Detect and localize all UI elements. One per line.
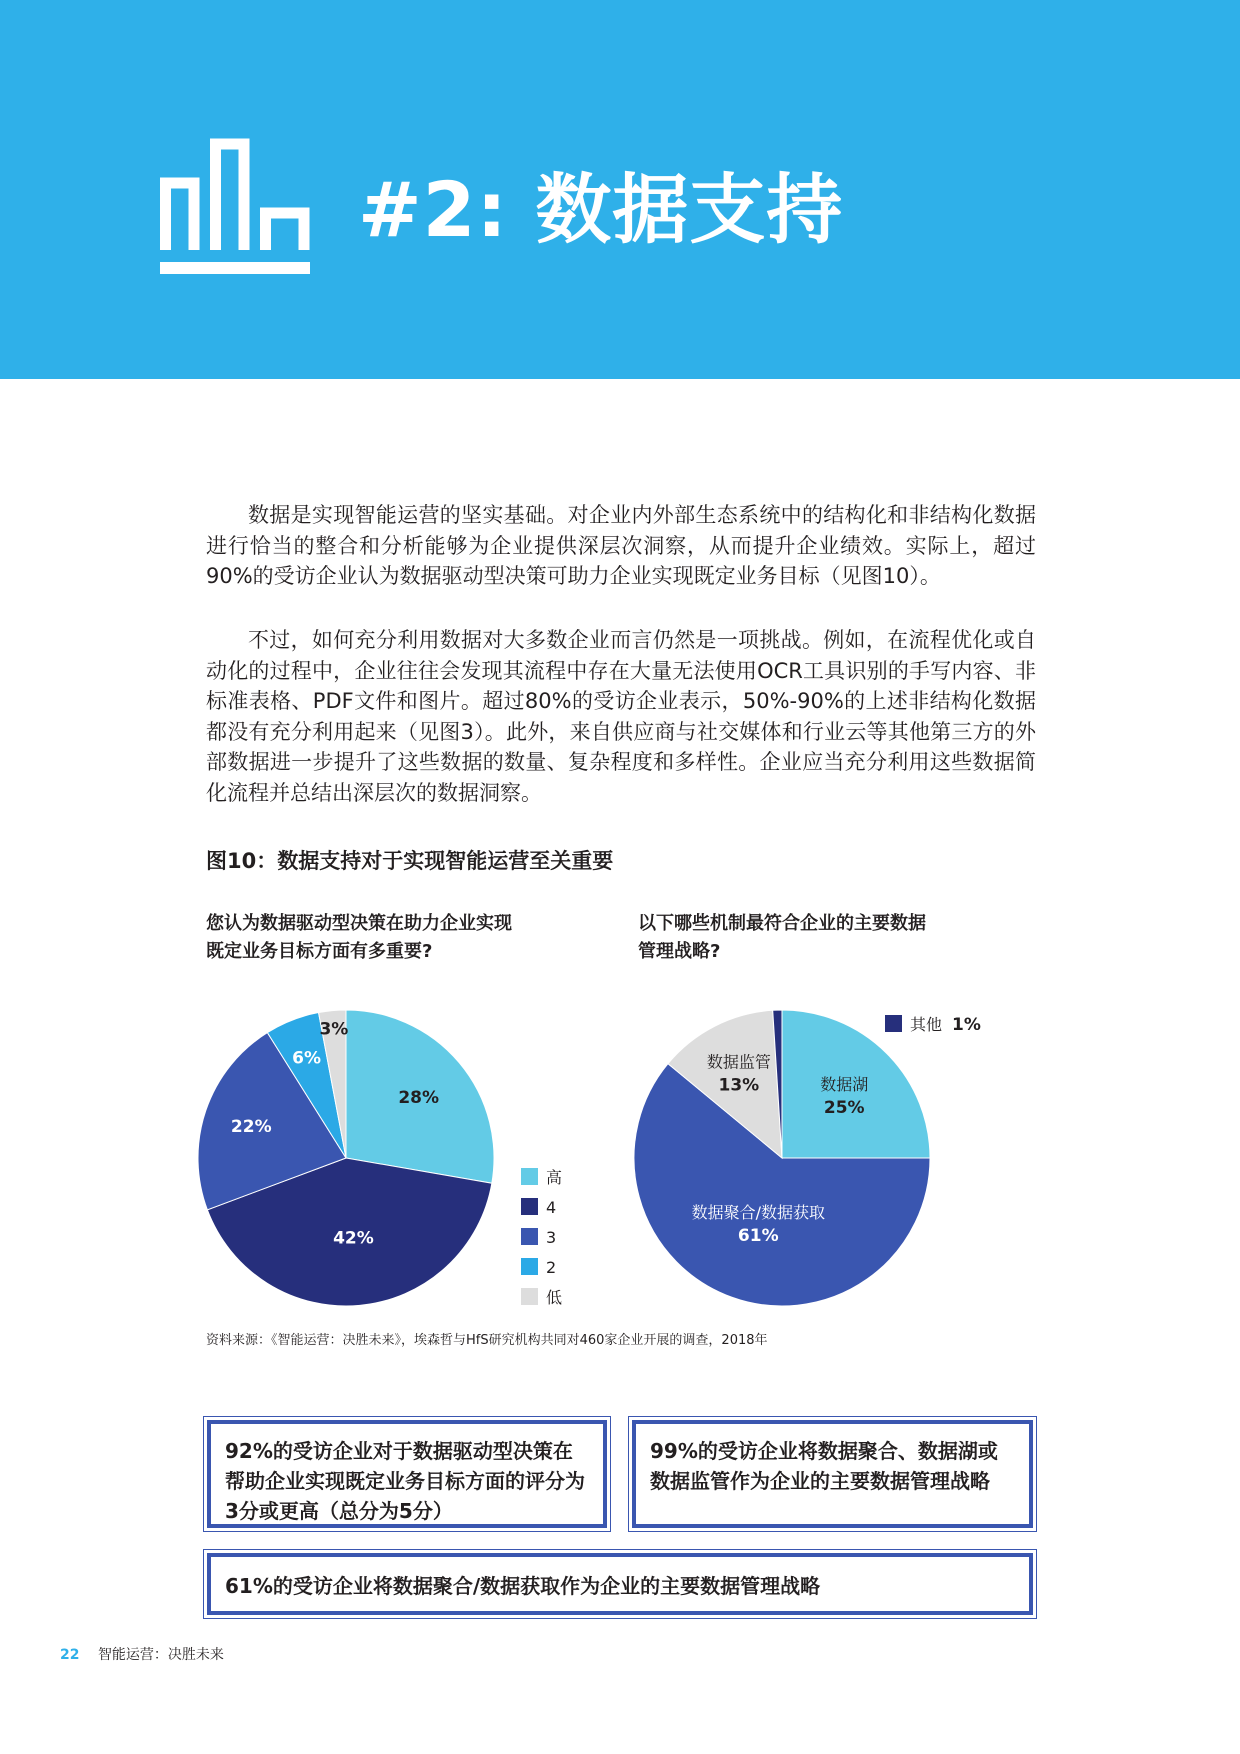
page-title: #2: 数据支持 <box>358 165 844 254</box>
pie-slice-label-3: 6% <box>292 1048 322 1069</box>
legend-label-2: 3 <box>546 1228 557 1247</box>
body-paragraph-2: 不过，如何充分利用数据对大多数企业而言仍然是一项挑战。例如，在流程优化或自动化的过程中，企业往往会发现其流程中存在大量无法使用OCR工具识别的手写内容、非标准表格、PDF文件和图片。超过80%的受访企业表示，50%-90%的上述非结构化数据都没有充分利用起来（见图3）。此外，来自供应商与社交媒体和行业云等其他第三方的外部数据进一步提升了这些数据的数量、复杂程度和多样性。企业应当充分利用这些数据简化流程并总结出深层次的数据洞察。 <box>206 628 1036 805</box>
bar-chart-icon <box>160 138 310 290</box>
pie-slice-name-2: 数据监管 <box>706 1052 771 1072</box>
pie-slice-name-0: 数据湖 <box>820 1074 869 1094</box>
body-paragraph-1: 数据是实现智能运营的坚实基础。对企业内外部生态系统中的结构化和非结构化数据进行恰当的整合和分析能够为企业提供深层次洞察，从而提升企业绩效。实际上，超过90%的受访企业认为数据驱动型决策可助力企业实现既定业务目标（见图10）。 <box>206 503 1036 588</box>
callout-61-percent: 61%的受访企业将数据聚合/数据获取作为企业的主要数据管理战略 <box>207 1553 1033 1615</box>
legend-label-0: 高 <box>546 1168 563 1187</box>
page-number: 22 <box>60 1647 80 1663</box>
pie-slice-label-2: 13% <box>718 1075 760 1096</box>
legend-swatch-0 <box>521 1168 538 1185</box>
legend-swatch-3 <box>521 1258 538 1275</box>
pie-slice-name-1: 数据聚合/数据获取 <box>691 1202 825 1222</box>
callout-92-percent: 92%的受访企业对于数据驱动型决策在帮助企业实现既定业务目标方面的评分为3分或更高（总分为5分） <box>207 1420 607 1528</box>
callout-99-percent: 99%的受访企业将数据聚合、数据湖或数据监管作为企业的主要数据管理战略 <box>632 1420 1033 1528</box>
question-2-line-2: 管理战略? <box>638 941 721 962</box>
legend-swatch-1 <box>521 1198 538 1215</box>
pie-slice-label-1: 42% <box>333 1228 374 1249</box>
question-2-line-1: 以下哪些机制最符合企业的主要数据 <box>638 913 926 934</box>
pie-slice-name-3: 其他 <box>910 1015 943 1034</box>
question-1-line-2: 既定业务目标方面有多重要? <box>206 941 433 962</box>
pie-slice-label-0: 25% <box>823 1097 865 1118</box>
legend-label-3: 2 <box>546 1258 557 1277</box>
pie-slice-label-2: 22% <box>230 1116 272 1137</box>
pie-slice-label-0: 28% <box>398 1087 440 1108</box>
pie-slice-label-1: 61% <box>737 1225 779 1246</box>
importance-pie-chart <box>196 985 596 1315</box>
legend-swatch-4 <box>521 1288 538 1305</box>
legend-label-1: 4 <box>546 1198 557 1217</box>
question-1-line-1: 您认为数据驱动型决策在助力企业实现 <box>206 913 512 934</box>
other-swatch <box>885 1015 902 1032</box>
pie-slice-label-4: 3% <box>319 1019 349 1040</box>
header-banner <box>0 0 1240 379</box>
figure-title: 图10：数据支持对于实现智能运营至关重要 <box>206 849 614 873</box>
question-2 <box>638 910 978 966</box>
data-strategy-pie-chart <box>625 985 1025 1315</box>
publication-title: 智能运营：决胜未来 <box>97 1647 224 1663</box>
source-note: 资料来源：《智能运营：决胜未来》，埃森哲与HfS研究机构共同对460家企业开展的调查，2018年 <box>206 1333 768 1348</box>
legend-swatch-2 <box>521 1228 538 1245</box>
page-footer <box>60 1644 224 1664</box>
question-1 <box>206 910 546 966</box>
legend-label-4: 低 <box>546 1288 563 1307</box>
pie-slice-label-3: 1% <box>952 1015 981 1035</box>
